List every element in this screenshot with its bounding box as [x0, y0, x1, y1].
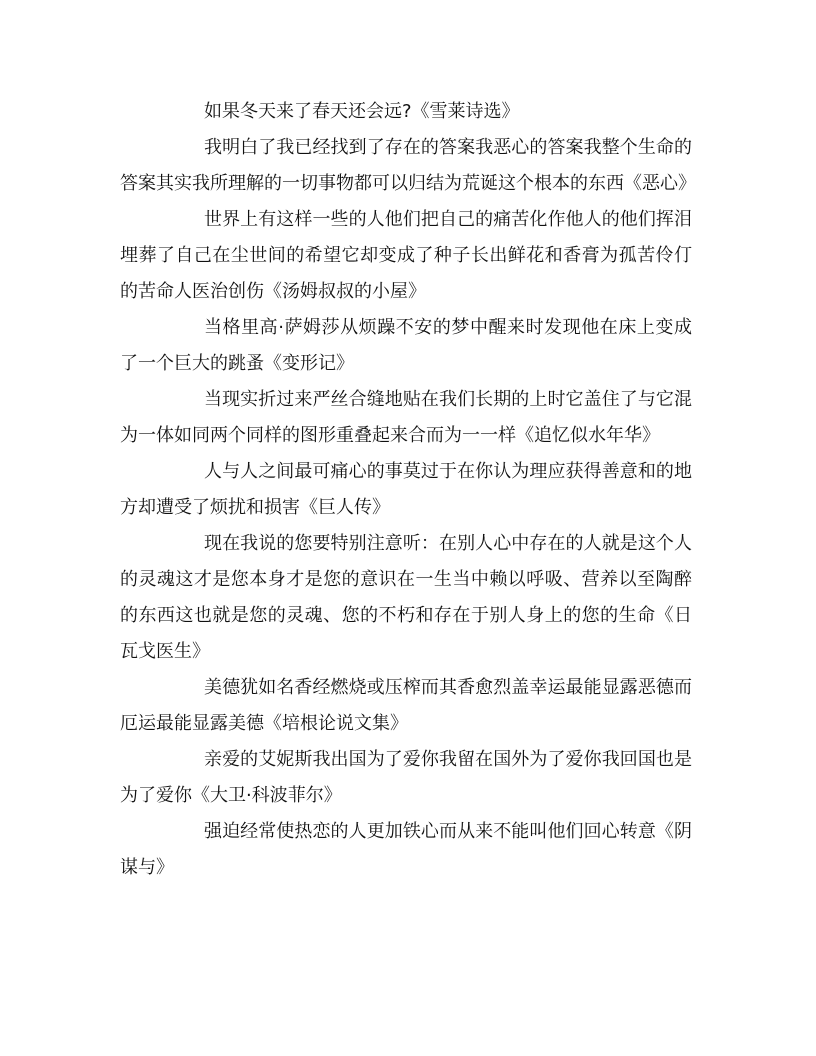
- document-body: [120, 94, 696, 886]
- quote-paragraph-1: 如果冬天来了春天还会远?《雪莱诗选》: [204, 101, 520, 122]
- quote-paragraph-9: 亲爱的艾妮斯我出国为了爱你我留在国外为了爱你我回国也是为了爱你《大卫·科波菲尔》: [120, 749, 692, 806]
- quote-paragraph-6: 人与人之间最可痛心的事莫过于在你认为理应获得善意和的地方却遭受了烦扰和损害《巨人传》: [120, 461, 692, 518]
- quote-paragraph-10: 强迫经常使热恋的人更加铁心而从来不能叫他们回心转意《阴谋与》: [120, 821, 692, 878]
- quote-paragraph-8: 美德犹如名香经燃烧或压榨而其香愈烈盖幸运最能显露恶德而厄运最能显露美德《培根论说文集》: [120, 677, 692, 734]
- quote-paragraph-2: 我明白了我已经找到了存在的答案我恶心的答案我整个生命的答案其实我所理解的一切事物都可以归结为荒诞这个根本的东西《恶心》: [120, 137, 696, 194]
- quote-paragraph-5: 当现实折过来严丝合缝地贴在我们长期的上时它盖住了与它混为一体如同两个同样的图形重叠起来合而为一一样《追忆似水年华》: [120, 389, 692, 446]
- quote-paragraph-4: 当格里高·萨姆莎从烦躁不安的梦中醒来时发现他在床上变成了一个巨大的跳蚤《变形记》: [120, 317, 692, 374]
- quote-paragraph-3: 世界上有这样一些的人他们把自己的痛苦化作他人的他们挥泪埋葬了自己在尘世间的希望它却变成了种子长出鲜花和香膏为孤苦伶仃的苦命人医治创伤《汤姆叔叔的小屋》: [120, 209, 692, 302]
- quote-paragraph-7: 现在我说的您要特别注意听：在别人心中存在的人就是这个人的灵魂这才是您本身才是您的意识在一生当中赖以呼吸、营养以至陶醉的东西这也就是您的灵魂、您的不朽和存在于别人身上的您的生命《日瓦戈医生》: [120, 533, 692, 662]
